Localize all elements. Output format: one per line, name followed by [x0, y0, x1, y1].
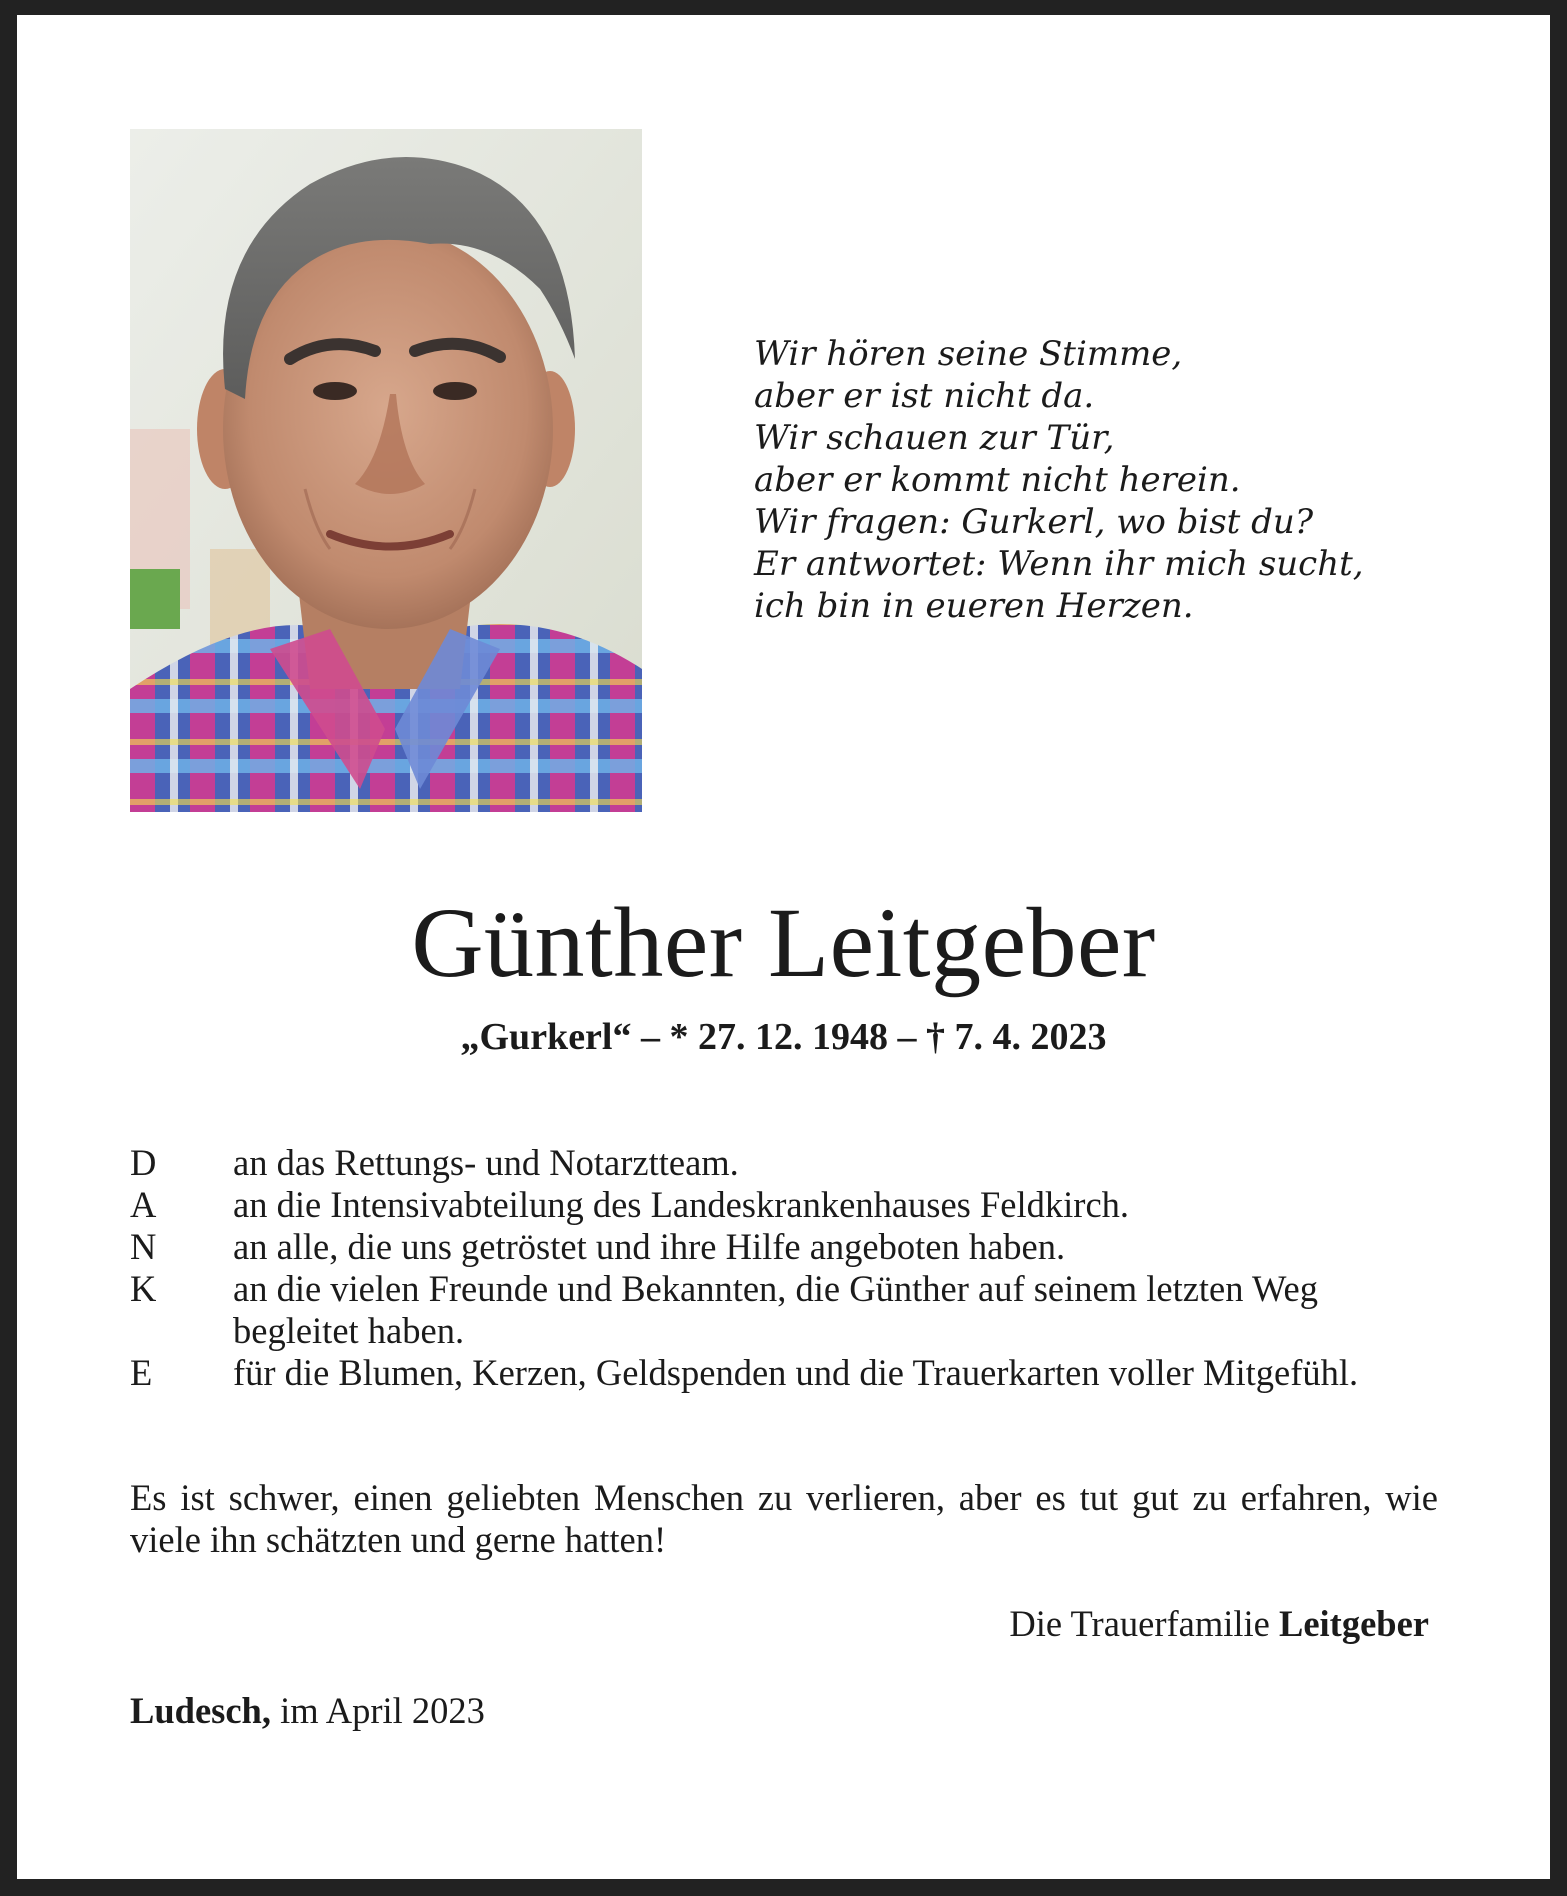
place-town: Ludesch, — [130, 1690, 271, 1731]
poem-line: aber er ist nicht da. — [754, 376, 1095, 416]
deceased-dates: „Gurkerl“ – * 27. 12. 1948 – † 7. 4. 2023 — [460, 1016, 1107, 1058]
thanks-letter: A — [130, 1184, 157, 1225]
thanks-text: für die Blumen, Kerzen, Geldspenden und die Trauerkarten voller Mitgefühl. — [233, 1352, 1359, 1393]
thanks-text: an die vielen Freunde und Bekannten, die Günther auf seinem letzten Weg begleitet haben. — [233, 1268, 1318, 1351]
portrait-photo — [130, 129, 642, 812]
thanks-letter: D — [130, 1142, 157, 1183]
poem-line: Wir fragen: Gurkerl, wo bist du? — [754, 502, 1314, 542]
thanks-text: an alle, die uns getröstet und ihre Hilfe angeboten haben. — [233, 1226, 1066, 1267]
memorial-poem — [754, 333, 1374, 627]
thanks-row — [130, 1226, 1440, 1268]
thanks-list — [130, 1142, 1440, 1394]
thanks-row — [130, 1184, 1440, 1226]
thanks-text: an das Rettungs- und Notarztteam. — [233, 1142, 739, 1183]
poem-line: aber er kommt nicht herein. — [754, 460, 1241, 500]
poem-line: Wir hören seine Stimme, — [754, 334, 1183, 374]
thanks-letter: N — [130, 1226, 157, 1267]
poem-line: Er antwortet: Wenn ihr mich sucht, — [754, 544, 1364, 584]
place-date-text: im April 2023 — [280, 1690, 485, 1731]
thanks-row — [130, 1142, 1440, 1184]
signature-family: Leitgeber — [1279, 1603, 1429, 1644]
closing-paragraph: Es ist schwer, einen geliebten Menschen zu verlieren, aber es tut gut zu erfahren, wie viele ihn schätzten und gerne hatten! — [130, 1477, 1438, 1560]
poem-line: ich bin in eueren Herzen. — [754, 586, 1194, 626]
poem-line: Wir schauen zur Tür, — [754, 418, 1115, 458]
thanks-letter: E — [130, 1352, 153, 1393]
thanks-row — [130, 1352, 1440, 1394]
deceased-name: Günther Leitgeber — [411, 887, 1156, 998]
place-date — [130, 1690, 485, 1732]
thanks-row — [130, 1268, 1440, 1352]
signature — [1009, 1603, 1429, 1645]
thanks-letter: K — [130, 1268, 157, 1309]
signature-prefix: Die Trauerfamilie — [1009, 1603, 1270, 1644]
thanks-text: an die Intensivabteilung des Landeskrankenhauses Feldkirch. — [233, 1184, 1130, 1225]
